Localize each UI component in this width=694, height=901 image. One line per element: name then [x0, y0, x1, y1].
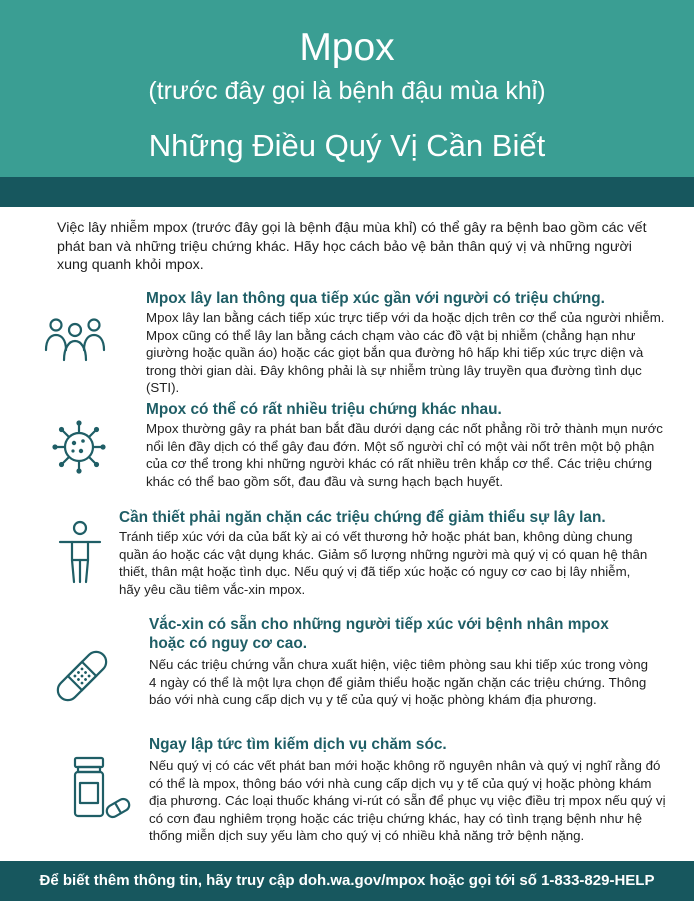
page-heading: Những Điều Quý Vị Cần Biết — [148, 128, 546, 163]
bandage-icon — [50, 644, 114, 708]
pill-bottle-icon — [72, 756, 132, 822]
footer-contact: Để biết thêm thông tin, hãy truy cập doh.wa.gov/mpox hoặc gọi tới số 1-833-829-HELP — [0, 861, 694, 901]
header-banner — [0, 0, 694, 177]
section-title: Mpox lây lan thông qua tiếp xúc gần với người có triệu chứng. — [146, 290, 605, 307]
section-title: Ngay lập tức tìm kiếm dịch vụ chăm sóc. — [149, 736, 447, 753]
section-body: Nếu quý vị có các vết phát ban mới hoặc không rõ nguyên nhân và quý vị nghĩ rằng đó có thể là mpox, thông báo với nhà cung cấp dịch vụ y tế của quý vị hoặc phòng khám địa phương. Các loại thuốc kháng vi-rút có sẵn để phục vụ việc điều trị mpox nếu quý vị có cơn đau nghiêm trọng hoặc các triệu chứng khác, hay có tình trạng bệnh như hệ thống miễn dịch suy yếu làm cho quý vị có nhiều khả năng trở bệnh nặng. — [149, 758, 666, 844]
section-title: Mpox có thể có rất nhiều triệu chứng khác nhau. — [146, 401, 502, 418]
page-subtitle: (trước đây gọi là bệnh đậu mùa khỉ) — [148, 77, 546, 105]
section-body: Nếu các triệu chứng vẫn chưa xuất hiện, việc tiêm phòng sau khi tiếp xúc trong vòng 4 ngày có thể là một lựa chọn để giảm thiểu hoặc ngăn chặn các triệu chứng. Thông báo với nhà cung cấp dịch vụ y tế của quý vị hoặc phòng khám địa phương. — [149, 657, 648, 708]
intro-paragraph: Việc lây nhiễm mpox (trước đây gọi là bệnh đậu mùa khỉ) có thể gây ra bệnh bao gồm các vết phát ban và những triệu chứng khác. Hãy học cách bảo vệ bản thân quý vị và những người xung quanh khỏi mpox. — [57, 220, 647, 273]
person-icon — [56, 520, 104, 584]
section-body: Tránh tiếp xúc với da của bất kỳ ai có vết thương hở hoặc phát ban, không dùng chung quần áo hoặc các vật dụng khác. Giảm số lượng những người mà quý vị có quan hệ thân thiết, thân mật hoặc tình dục. Nếu quý vị đã tiếp xúc hoặc có nguy cơ cao bị lây nhiễm, hãy yêu cầu tiêm vắc-xin mpox. — [119, 529, 648, 597]
section-body: Mpox thường gây ra phát ban bắt đầu dưới dạng các nốt phẳng rồi trở thành mụn nước nổi lên đầy dịch có thể gây đau đớn. Một số người chỉ có một vài nốt trên một bộ phận của cơ thể trong khi những người khác có rất nhiều trên khắp cơ thể. Các triệu chứng khác có thể bao gồm sốt, đau đầu và sưng hạch bạch huyết. — [146, 421, 663, 489]
section-body: Mpox lây lan bằng cách tiếp xúc trực tiếp với da hoặc dịch trên cơ thể của người nhiễm. Mpox cũng có thể lây lan bằng cách chạm vào các đồ vật bị nhiễm (chẳng hạn như giường hoặc quần áo) hoặc các giọt bắn qua đường hô hấp khi tiếp xúc trực diện và trong thời gian dài. Đây không phải là sự nhiễm trùng lây truyền qua đường tình dục (STI). — [146, 310, 665, 396]
section-title: Cần thiết phải ngăn chặn các triệu chứng để giảm thiểu sự lây lan. — [119, 509, 606, 526]
section-title: Vắc-xin có sẵn cho những người tiếp xúc với bệnh nhân mpox hoặc có nguy cơ cao. — [149, 616, 609, 652]
header-band — [0, 177, 694, 207]
page-title: Mpox — [299, 26, 395, 69]
virus-icon — [50, 418, 108, 476]
people-group-icon — [44, 314, 106, 362]
